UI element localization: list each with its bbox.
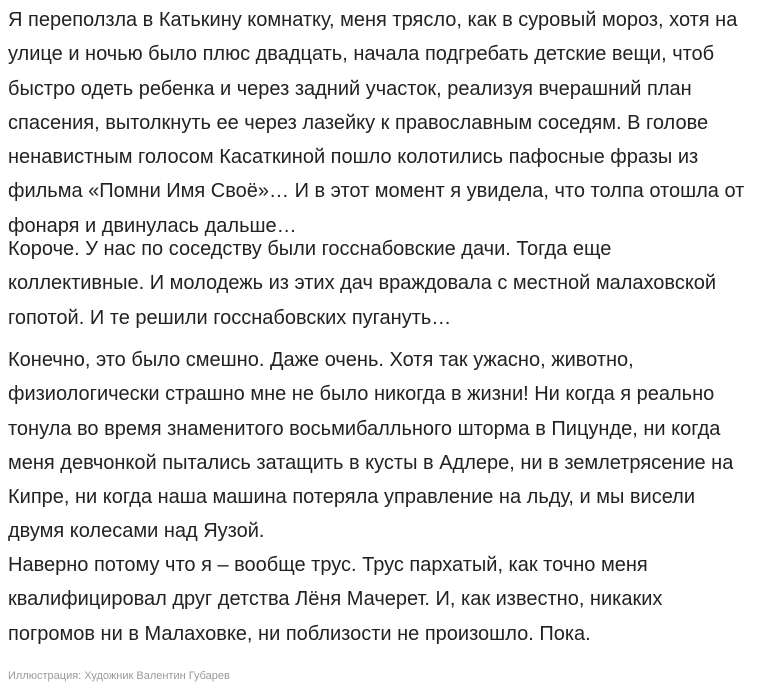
text-line: фонаря и двинулась дальше… — [8, 214, 297, 237]
text-line: Кипре, ни когда наша машина потеряла управление на льду, и мы висели — [8, 486, 696, 509]
illustration-caption: Иллюстрация: Художник Валентин Губарев — [8, 670, 230, 682]
text-line: Я переползла в Катькину комнатку, меня трясло, как в суровый мороз, хотя на — [8, 9, 738, 31]
text-line: спасения, вытолкнуть ее через лазейку к православным соседям. В голове — [8, 111, 709, 134]
text-line: двумя колесами над Яузой. — [8, 520, 265, 543]
text-line: быстро одеть ребенка и через задний участок, реализуя вчерашний план — [8, 77, 692, 100]
text-line: меня девчонкой пытались затащить в кусты в Адлере, ни в землетрясение на — [8, 451, 734, 474]
paragraph-2 — [8, 232, 716, 335]
text-line: Конечно, это было смешно. Даже очень. Хотя так ужасно, животно, — [8, 349, 634, 371]
text-line: фильма «Помни Имя Своё»… И в этот момент я увидела, что толпа отошла от — [8, 180, 745, 203]
text-line: квалифицировал друг детства Лёня Мачерет. И, как известно, никаких — [8, 588, 663, 611]
text-line: Наверно потому что я – вообще трус. Трус пархатый, как точно меня — [8, 554, 648, 576]
text-line: улице и ночью было плюс двадцать, начала подгребать детские вещи, чтоб — [8, 43, 715, 66]
text-line: Короче. У нас по соседству были госснабовские дачи. Тогда еще — [8, 238, 612, 260]
text-line: погромов ни в Малаховке, ни поблизости не произошло. Пока. — [8, 622, 591, 645]
paragraph-1 — [8, 3, 744, 243]
text-line: ненавистным голосом Касаткиной пошло колотились пафосные фразы из — [8, 146, 699, 169]
text-line: коллективные. И молодежь из этих дач враждовала с местной малаховской — [8, 272, 717, 295]
text-line: гопотой. И те решили госснабовских пугануть… — [8, 306, 452, 329]
paragraph-3 — [8, 343, 733, 549]
paragraph-4 — [8, 548, 662, 651]
text-line: физиологически страшно мне не было никогда в жизни! Ни когда я реально — [8, 383, 715, 406]
text-line: тонула во время знаменитого восьмибалльного шторма в Пицунде, ни когда — [8, 417, 721, 440]
